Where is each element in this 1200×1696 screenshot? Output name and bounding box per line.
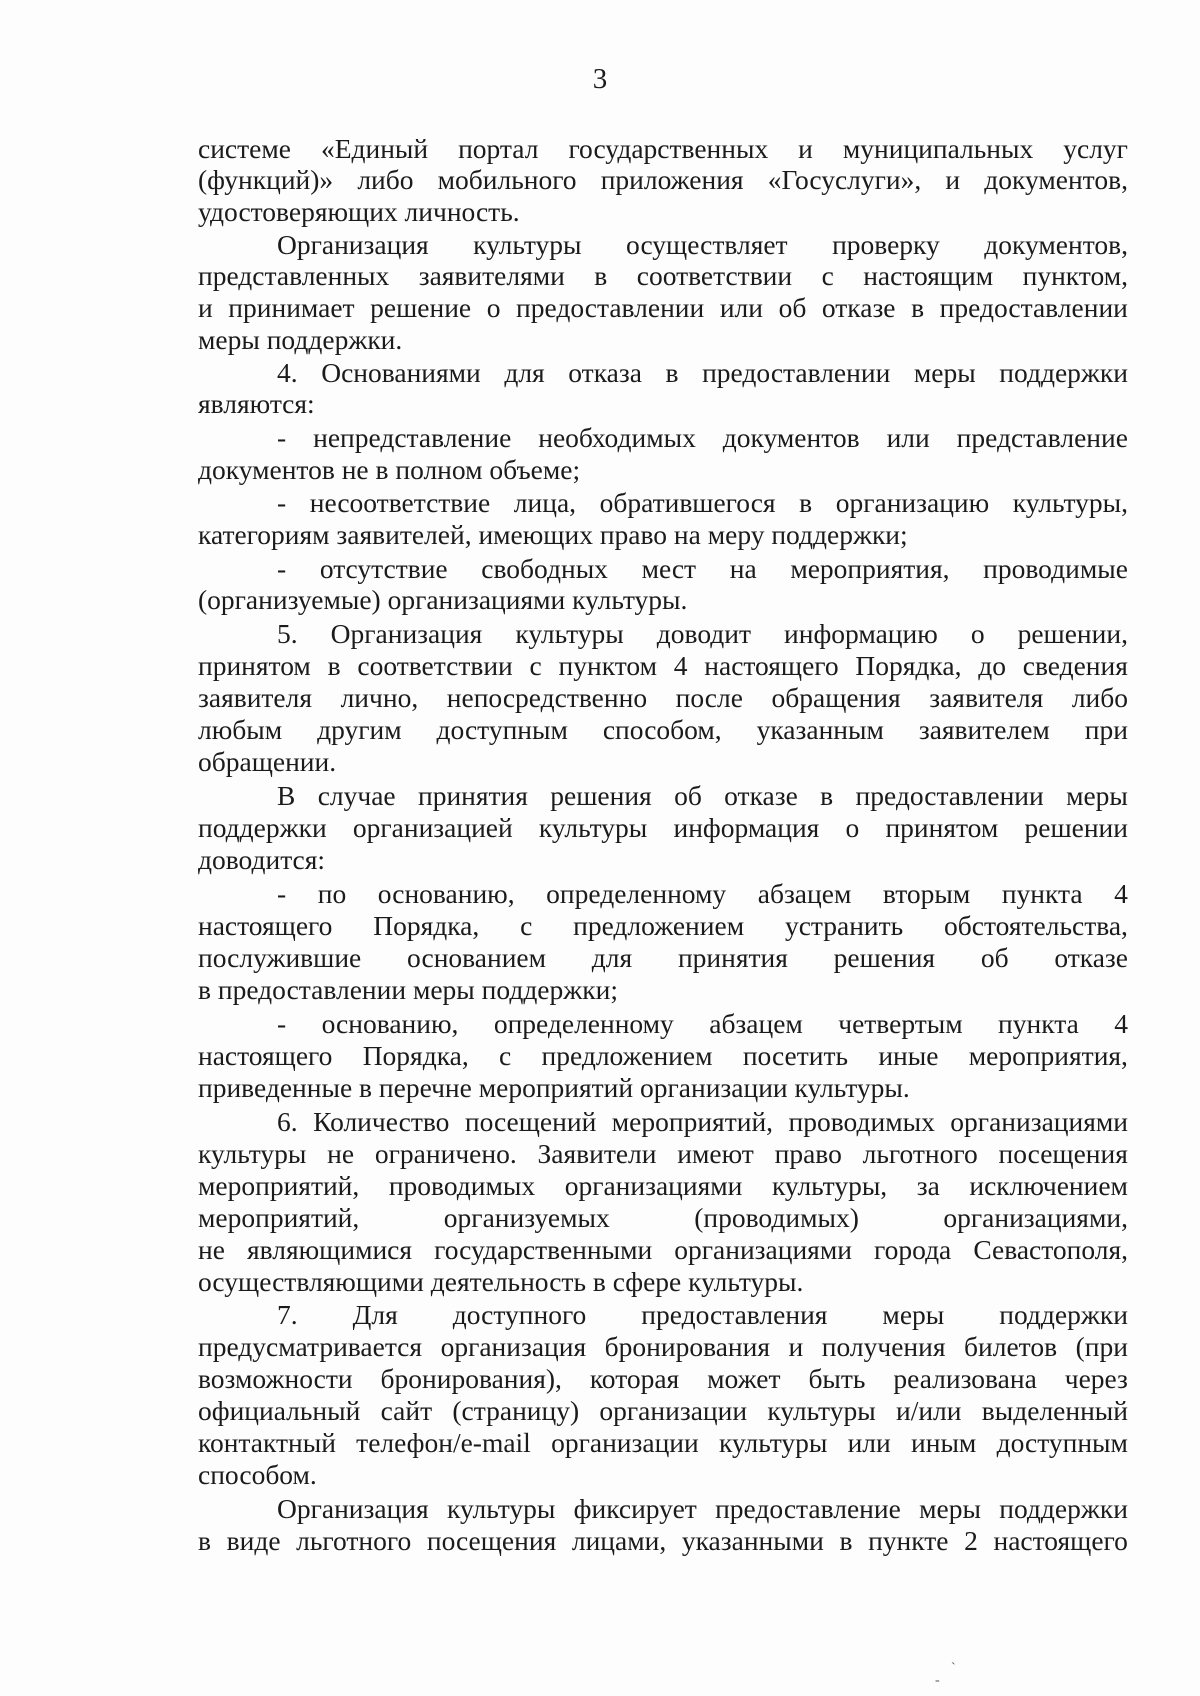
scan-mark: - xyxy=(935,1673,940,1688)
text-line: - несоответствие лица, обратившегося в организацию культуры, xyxy=(277,487,1128,518)
text-line: принятом в соответствии с пунктом 4 настоящего Порядка, до сведения xyxy=(198,650,1128,681)
text-line: мероприятий, проводимых организациями культуры, за исключением xyxy=(198,1170,1128,1201)
text-line: доводится: xyxy=(198,844,326,875)
text-line: 5. Организация культуры доводит информацию о решении, xyxy=(277,618,1128,649)
text-line: культуры не ограничено. Заявители имеют право льготного посещения xyxy=(198,1138,1128,1169)
text-line: в предоставлении меры поддержки; xyxy=(198,974,618,1005)
text-line: являются: xyxy=(198,388,315,419)
text-line: поддержки организацией культуры информация о принятом решении xyxy=(198,812,1128,843)
text-line: осуществляющими деятельность в сфере культуры. xyxy=(198,1266,804,1297)
text-line: представленных заявителями в соответствии с настоящим пунктом, xyxy=(198,260,1128,291)
text-line: (функций)» либо мобильного приложения «Госуслуги», и документов, xyxy=(198,164,1128,195)
text-line: - по основанию, определенному абзацем вторым пункта 4 xyxy=(277,878,1128,909)
text-line: контактный телефон/e-mail организации культуры или иным доступным xyxy=(198,1427,1128,1458)
text-line: - основанию, определенному абзацем четвертым пункта 4 xyxy=(277,1008,1128,1039)
text-line: предусматривается организация бронирования и получения билетов (при xyxy=(198,1331,1128,1362)
text-line: способом. xyxy=(198,1459,317,1490)
text-line: Организация культуры осуществляет проверку документов, xyxy=(277,229,1128,260)
text-line: послужившие основанием для принятия решения об отказе xyxy=(198,942,1128,973)
text-line: 6. Количество посещений мероприятий, проводимых организациями xyxy=(277,1106,1128,1137)
text-line: официальный сайт (страницу) организации культуры и/или выделенный xyxy=(198,1395,1128,1426)
text-line: настоящего Порядка, с предложением устранить обстоятельства, xyxy=(198,910,1128,941)
text-line: и принимает решение о предоставлении или об отказе в предоставлении xyxy=(198,292,1128,323)
text-line: документов не в полном объеме; xyxy=(198,454,581,485)
text-line: заявителя лично, непосредственно после обращения заявителя либо xyxy=(198,682,1128,713)
text-line: любым другим доступным способом, указанным заявителем при xyxy=(198,714,1128,745)
text-line: возможности бронирования), которая может быть реализована через xyxy=(198,1363,1128,1394)
text-line: (организуемые) организациями культуры. xyxy=(198,584,688,615)
text-line: меры поддержки. xyxy=(198,324,403,355)
text-line: В случае принятия решения об отказе в предоставлении меры xyxy=(277,780,1128,811)
text-line: системе «Единый портал государственных и муниципальных услуг xyxy=(198,133,1128,164)
scan-mark: ` xyxy=(951,1661,956,1676)
text-line: - отсутствие свободных мест на мероприятия, проводимые xyxy=(277,553,1128,584)
text-line: не являющимися государственными организациями города Севастополя, xyxy=(198,1234,1128,1265)
text-line: - непредставление необходимых документов или представление xyxy=(277,422,1128,453)
text-line: категориям заявителей, имеющих право на меру поддержки; xyxy=(198,519,908,550)
text-line: удостоверяющих личность. xyxy=(198,196,520,227)
text-line: в виде льготного посещения лицами, указанными в пункте 2 настоящего xyxy=(198,1525,1128,1556)
text-line: настоящего Порядка, с предложением посетить иные мероприятия, xyxy=(198,1040,1128,1071)
text-line: Организация культуры фиксирует предоставление меры поддержки xyxy=(277,1493,1128,1524)
text-line: приведенные в перечне мероприятий организации культуры. xyxy=(198,1072,910,1103)
text-line: мероприятий, организуемых (проводимых) организациями, xyxy=(198,1202,1128,1233)
text-line: 4. Основаниями для отказа в предоставлении меры поддержки xyxy=(277,357,1128,388)
text-line: обращении. xyxy=(198,746,337,777)
page-number: 3 xyxy=(592,63,608,95)
text-line: 7. Для доступного предоставления меры поддержки xyxy=(277,1299,1128,1330)
